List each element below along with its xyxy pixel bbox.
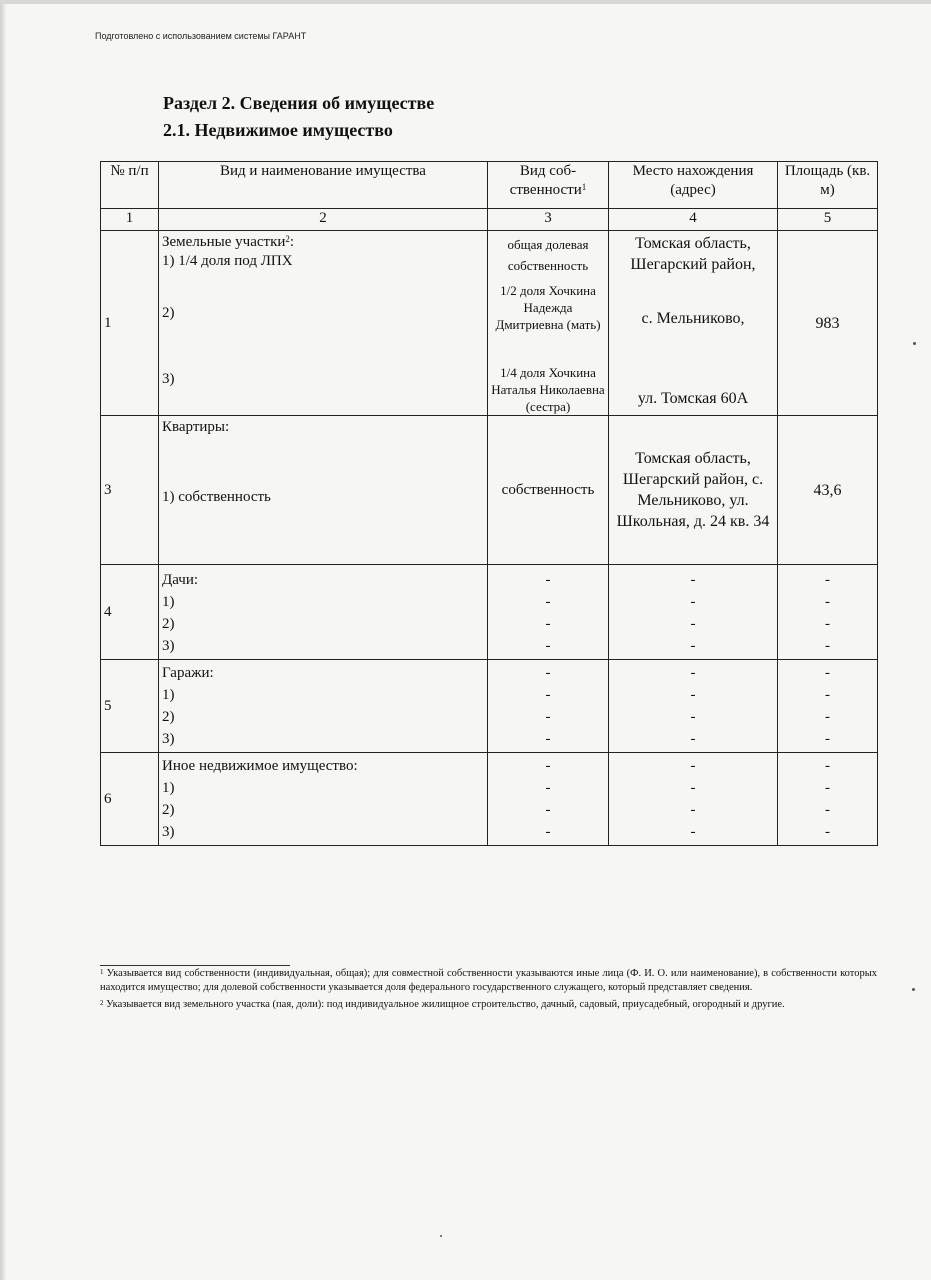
footnotes <box>100 967 877 1015</box>
dachas-item: 1) <box>162 594 175 610</box>
other-item: 1) <box>162 780 175 796</box>
scan-speck <box>913 342 916 345</box>
row-number: 1 <box>101 231 159 416</box>
column-number-row <box>101 209 878 231</box>
column-number: 5 <box>778 209 878 231</box>
garages-item: 2) <box>162 709 175 725</box>
footnote-ref: 1 <box>581 182 587 192</box>
land-item-3: 3) <box>162 371 175 387</box>
footnote-separator <box>100 965 290 966</box>
dachas-type-cell <box>159 565 488 660</box>
land-ownership-cell <box>488 231 609 416</box>
other-type-cell <box>159 753 488 846</box>
flats-title: Квартиры: <box>162 419 230 435</box>
garages-title: Гаражи: <box>162 665 214 681</box>
scan-top-edge <box>0 0 931 4</box>
land-item-1: 1) 1/4 доля под ЛПХ <box>162 253 293 269</box>
flats-ownership: собственность <box>488 416 609 565</box>
header-address: Место нахождения (адрес) <box>609 162 778 209</box>
garages-address-cell: - - - - <box>609 660 778 753</box>
scan-speck <box>440 1235 442 1237</box>
dachas-ownership-cell: - - - - <box>488 565 609 660</box>
footnote-2: $^2$ Указывается вид земельного участка (пая, доли): под индивидуальное жилищное строительство, дачный, садовый, приусадебный, огородный и другие. <box>100 999 785 1010</box>
header-num: № п/п <box>101 162 159 209</box>
section-subtitle: 2.1. Недвижимое имущество <box>163 120 393 140</box>
land-item-2: 2) <box>162 305 175 321</box>
garages-area-cell: - - - - <box>778 660 878 753</box>
table-row-garages <box>101 660 878 753</box>
flats-type-cell <box>159 416 488 565</box>
other-area-cell: - - - - <box>778 753 878 846</box>
table-row-dachas <box>101 565 878 660</box>
garages-item: 3) <box>162 731 175 747</box>
header-type: Вид и наименование имущества <box>159 162 488 209</box>
other-item: 2) <box>162 802 175 818</box>
garant-note: Подготовлено с использованием системы ГАРАНТ <box>95 31 307 41</box>
page-edge <box>0 0 6 1280</box>
other-address-cell: - - - - <box>609 753 778 846</box>
flats-address: Томская область, Шегарский район, с. Мельниково, ул. Школьная, д. 24 кв. 34 <box>609 416 778 565</box>
table-header-row <box>101 162 878 209</box>
column-number: 1 <box>101 209 159 231</box>
table-row-land <box>101 231 878 416</box>
column-number: 4 <box>609 209 778 231</box>
dachas-item: 3) <box>162 638 175 654</box>
footnote-1: $^1$ Указывается вид собственности (индивидуальная, общая); для совместной собственности указываются иные лица (Ф. И. О. или наименование), в собственности которых находится имущество; для долевой собственности указывается доля федерального государственного служащего, который представляет сведения. <box>100 968 877 993</box>
other-ownership-cell: - - - - <box>488 753 609 846</box>
section-title: Раздел 2. Сведения об имуществе <box>163 93 435 113</box>
land-address-1: Томская область, Шегарский район, <box>630 235 756 273</box>
scan-speck <box>912 988 915 991</box>
garages-ownership-cell: - - - - <box>488 660 609 753</box>
table-row-other <box>101 753 878 846</box>
column-number: 2 <box>159 209 488 231</box>
dachas-title: Дачи: <box>162 572 199 588</box>
header-ownership: Вид собственности$^1$ <box>488 162 609 209</box>
land-ownership-1: общая долевая собственность <box>507 237 589 273</box>
land-ownership-3: 1/4 доля Хочкина Наталья Николаевна (сестра) <box>491 365 605 414</box>
table-row-flats <box>101 416 878 565</box>
land-address-2: с. Мельниково, <box>641 310 745 327</box>
dachas-address-cell: - - - - <box>609 565 778 660</box>
flats-item-1: 1) собственность <box>162 489 271 505</box>
section-heading <box>163 90 434 144</box>
row-number: 4 <box>101 565 159 660</box>
row-number: 5 <box>101 660 159 753</box>
land-address-cell <box>609 231 778 416</box>
header-area: Площадь (кв. м) <box>778 162 878 209</box>
land-type-cell <box>159 231 488 416</box>
other-item: 3) <box>162 824 175 840</box>
garages-type-cell <box>159 660 488 753</box>
flats-area: 43,6 <box>778 416 878 565</box>
row-number: 3 <box>101 416 159 565</box>
dachas-area-cell: - - - - <box>778 565 878 660</box>
land-area: 983 <box>778 231 878 416</box>
land-ownership-2: 1/2 доля Хочкина Надежда Дмитриевна (мать) <box>495 283 601 332</box>
other-title: Иное недвижимое имущество: <box>162 758 358 774</box>
dachas-item: 2) <box>162 616 175 632</box>
land-address-3: ул. Томская 60А <box>637 390 749 407</box>
real-estate-table <box>100 161 878 846</box>
row-number: 6 <box>101 753 159 846</box>
garages-item: 1) <box>162 687 175 703</box>
column-number: 3 <box>488 209 609 231</box>
land-title: Земельные участки$^2$: <box>162 234 295 250</box>
